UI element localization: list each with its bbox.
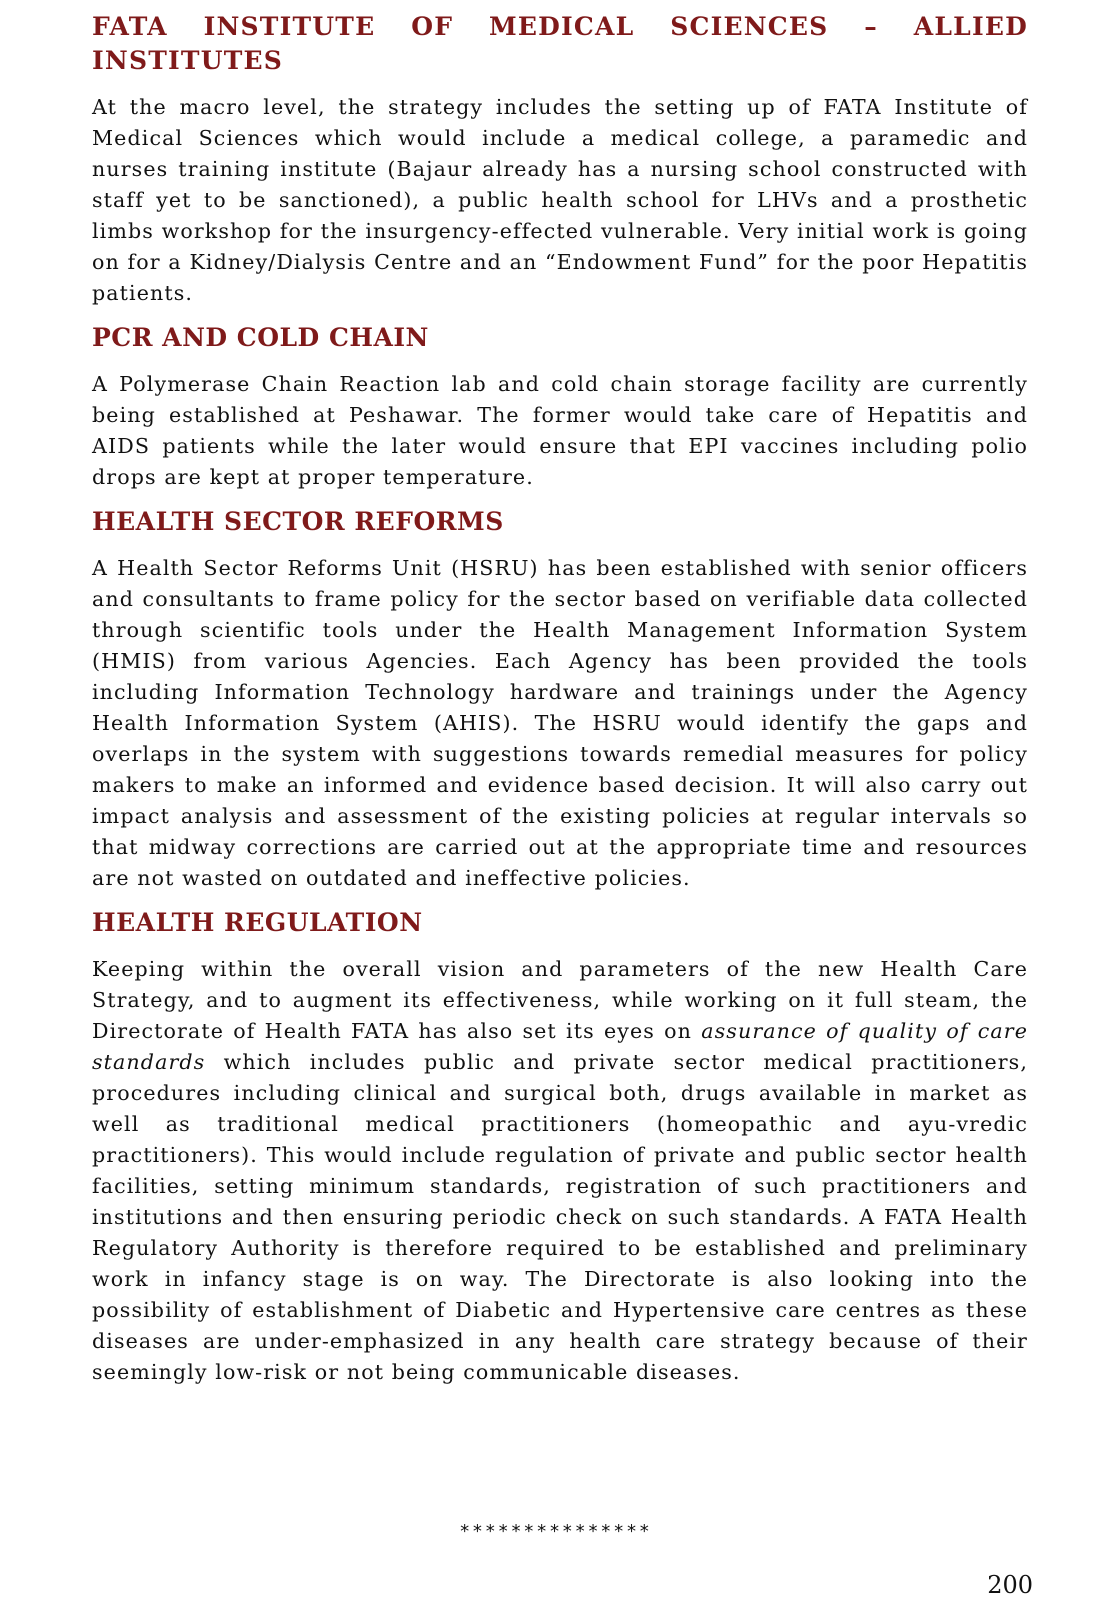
- section-heading: FATA INSTITUTE OF MEDICAL SCIENCES – ALLIED INSTITUTES: [92, 12, 1028, 75]
- page-number: 200: [987, 1571, 1033, 1599]
- section-paragraph: A Polymerase Chain Reaction lab and cold chain storage facility are currently being established at Peshawar. The former would take care of Hepatitis and AIDS patients while the later would ensure that EPI vaccines including polio drops are kept at proper temperature.: [92, 372, 1028, 489]
- section-separator: ***************: [459, 1521, 652, 1542]
- section-heading: PCR AND COLD CHAIN: [92, 323, 429, 352]
- section-paragraph: [92, 954, 1028, 1388]
- section-heading: HEALTH SECTOR REFORMS: [92, 507, 504, 536]
- document-page: [92, 10, 1028, 1400]
- paragraph-text: which includes public and private sector medical practitioners, procedures including clinical and surgical both, drugs available in market as well as traditional medical practitioners (homeopathic and ayu-vredic practitioners). This would include regulation of private and public sector health facilities, setting minimum standards, registration of such practitioners and institutions and then ensuring periodic check on such standards. A FATA Health Regulatory Authority is therefore required to be established and preliminary work in infancy stage is on way. The Directorate is also looking into the possibility of establishment of Diabetic and Hypertensive care centres as these diseases are under-emphasized in any health care strategy because of their seemingly low-risk or not being communicable diseases.: [92, 1050, 1028, 1384]
- emphasized-text: assurance of quality of care standards: [92, 1019, 1028, 1074]
- section-fata-institute: [92, 10, 1028, 309]
- section-paragraph: A Health Sector Reforms Unit (HSRU) has been established with senior officers and consultants to frame policy for the sector based on verifiable data collected through scientific tools under the Health Management Information System (HMIS) from various Agencies. Each Agency has been provided the tools including Information Technology hardware and trainings under the Agency Health Information System (AHIS). The HSRU would identify the gaps and overlaps in the system with suggestions towards remedial measures for policy makers to make an informed and evidence based decision. It will also carry out impact analysis and assessment of the existing policies at regular intervals so that midway corrections are carried out at the appropriate time and resources are not wasted on outdated and ineffective policies.: [92, 556, 1028, 890]
- section-health-sector-reforms: [92, 505, 1028, 894]
- section-pcr-cold-chain: [92, 321, 1028, 493]
- paragraph-text: Keeping within the overall vision and parameters of the new Health Care Strategy, and to augment its effectiveness, while working on it full steam, the Directorate of Health FATA has also set its eyes on: [92, 957, 1028, 1043]
- section-heading: HEALTH REGULATION: [92, 908, 423, 937]
- section-paragraph: At the macro level, the strategy includes the setting up of FATA Institute of Medical Sciences which would include a medical college, a paramedic and nurses training institute (Bajaur already has a nursing school constructed with staff yet to be sanctioned), a public health school for LHVs and a prosthetic limbs workshop for the insurgency-effected vulnerable. Very initial work is going on for a Kidney/Dialysis Centre and an “Endowment Fund” for the poor Hepatitis patients.: [92, 95, 1028, 305]
- section-health-regulation: [92, 906, 1028, 1388]
